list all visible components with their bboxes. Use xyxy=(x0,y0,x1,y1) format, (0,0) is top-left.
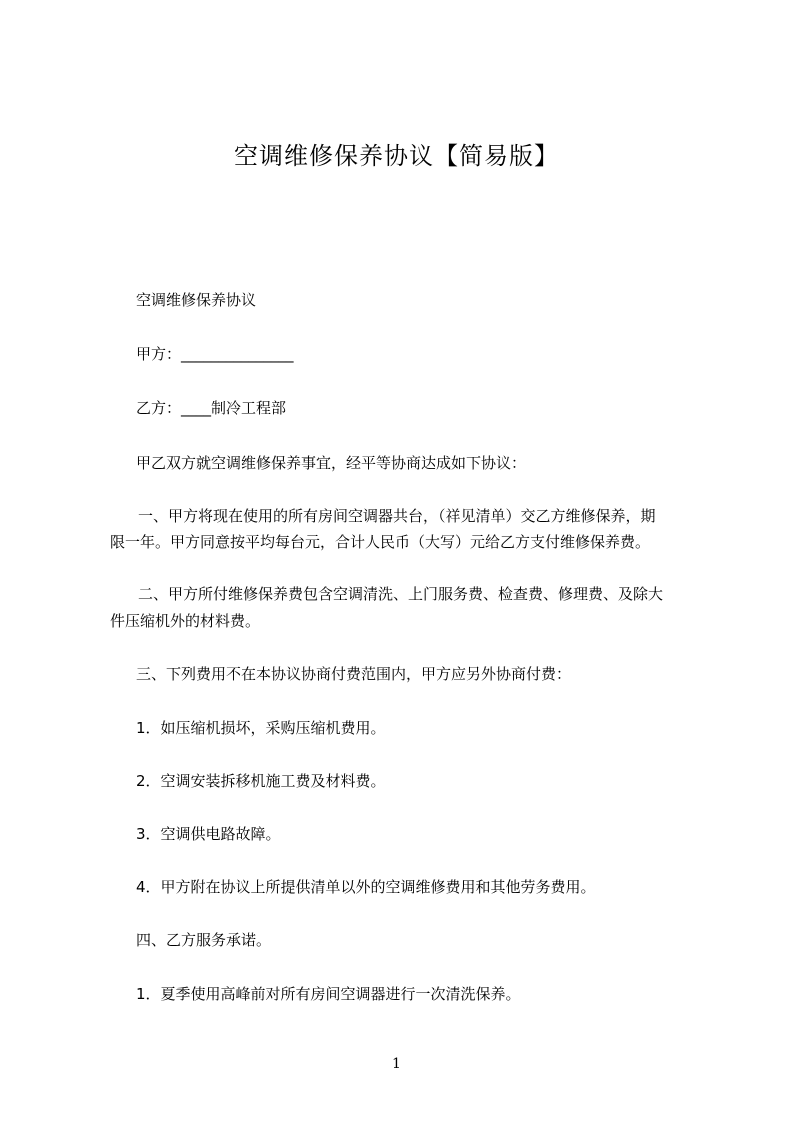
paragraph-heading: 空调维修保养协议 xyxy=(136,291,257,309)
party-b-line: 乙方：____制冷工程部 xyxy=(136,399,287,417)
clause-3-heading: 三、下列费用不在本协议协商付费范围内，甲方应另外协商付费： xyxy=(136,665,572,683)
document-title: 空调维修保养协议【简易版】 xyxy=(234,142,559,170)
clause-3-item-1: 1．如压缩机损坏，采购压缩机费用。 xyxy=(136,719,386,737)
clause-4-heading: 四、乙方服务承诺。 xyxy=(136,931,272,949)
clause-2-line-2: 件压缩机外的材料费。 xyxy=(110,612,261,630)
clause-3-item-4: 4．甲方附在协议上所提供清单以外的空调维修费用和其他劳务费用。 xyxy=(136,878,596,896)
page-number: 1 xyxy=(392,1056,401,1072)
clause-1-line-2: 限一年。甲方同意按平均每台元，合计人民币（大写）元给乙方支付维修保养费。 xyxy=(110,533,651,551)
clause-3-item-3: 3．空调供电路故障。 xyxy=(136,825,281,843)
preamble-paragraph: 甲乙双方就空调维修保养事宜，经平等协商达成如下协议： xyxy=(136,454,527,472)
clause-2-line-1: 二、甲方所付维修保养费包含空调清洗、上门服务费、检查费、修理费、及除大 xyxy=(138,585,664,603)
party-a-line: 甲方：_______________ xyxy=(136,345,294,363)
clause-4-item-1: 1．夏季使用高峰前对所有房间空调器进行一次清洗保养。 xyxy=(136,985,521,1003)
clause-1-line-1: 一、甲方将现在使用的所有房间空调器共台，（祥见清单）交乙方维修保养，期 xyxy=(138,507,656,525)
clause-3-item-2: 2．空调安装拆移机施工费及材料费。 xyxy=(136,772,386,790)
